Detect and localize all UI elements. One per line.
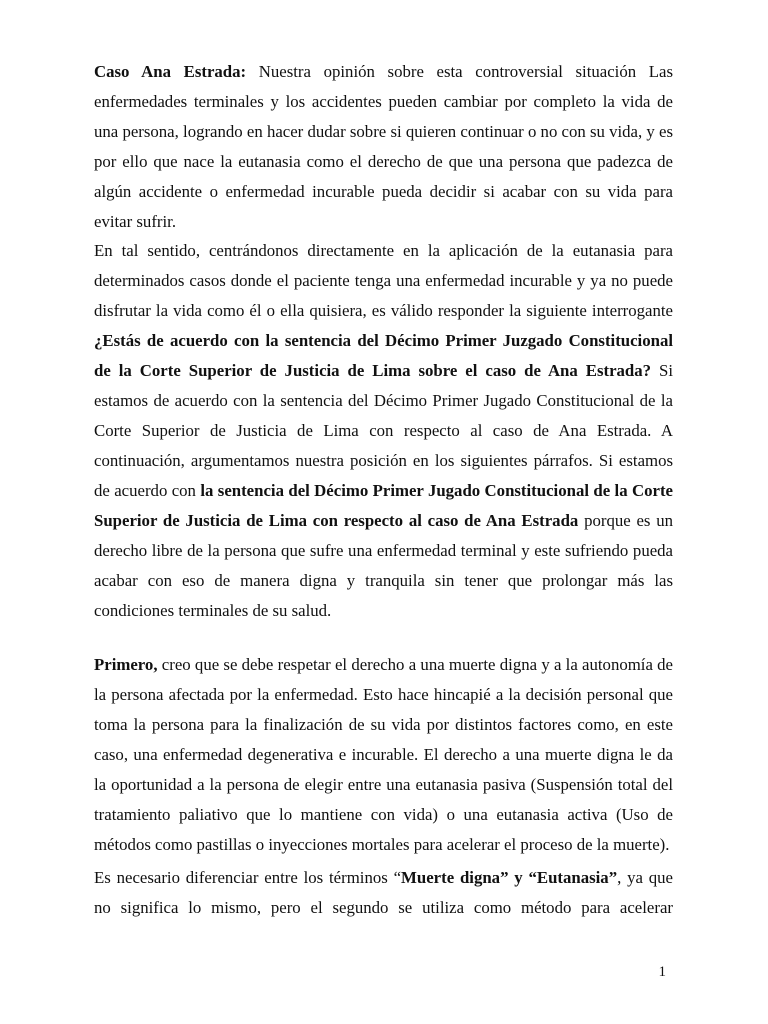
paragraph-first-argument <box>94 650 673 860</box>
position-text-1: En tal sentido, centrándonos directamente en la aplicación de la eutanasia para determinados casos donde el paciente tenga una enfermedad incurable y ya no puede disfrutar la vida como él o ella quisiera, es válido responder la siguiente interrogante <box>94 241 673 320</box>
paragraph-terms <box>94 863 673 923</box>
case-title: Caso Ana Estrada: <box>94 62 247 81</box>
paragraph-position <box>94 236 673 626</box>
terms-text-1: Es necesario diferenciar entre los términos “ <box>94 868 402 887</box>
terms-text-2: , ya que no significa lo mismo, pero el segundo se utiliza como método para acelerar <box>94 868 673 917</box>
first-argument-text: creo que se debe respetar el derecho a una muerte digna y a la autonomía de la persona afectada por la enfermedad. Esto hace hincapié a la decisión personal que toma la persona para la finalización de su vida por distintos factores como, en este caso, una enfermedad degenerativa e incurable. El derecho a una muerte digna le da la oportunidad a la persona de elegir entre una eutanasia pasiva (Suspensión total del tratamiento paliativo que lo mantiene con vida) o una eutanasia activa (Uso de métodos como pastillas o inyecciones mortales para acelerar el proceso de la muerte). <box>94 655 673 854</box>
first-label: Primero, <box>94 655 158 674</box>
intro-text: Nuestra opinión sobre esta controversial situación Las enfermedades terminales y los accidentes pueden cambiar por completo la vida de una persona, logrando en hacer dudar sobre si quieren continuar o no con su vida, y es por ello que nace la eutanasia como el derecho de que una persona que padezca de algún accidente o enfermedad incurable pueda decidir si acabar con su vida para evitar sufrir. <box>94 62 673 231</box>
position-text-3: porque es un derecho libre de la persona que sufre una enfermedad terminal y este sufriendo pueda acabar con eso de manera digna y tranquila sin tener que prolongar más las condiciones terminales de su salud. <box>94 511 673 620</box>
question-bold: ¿Estás de acuerdo con la sentencia del Décimo Primer Juzgado Constitucional de la Corte Superior de Justicia de Lima sobre el caso de Ana Estrada? <box>94 331 673 380</box>
position-text-2: Si estamos de acuerdo con la sentencia del Décimo Primer Jugado Constitucional de la Corte Superior de Justicia de Lima con respecto al caso de Ana Estrada. A continuación, argumentamos nuestra posición en los siguientes párrafos. Si estamos de acuerdo con <box>94 361 673 500</box>
terms-bold: Muerte digna” y “Eutanasia” <box>401 868 618 887</box>
page-number: 1 <box>658 964 666 980</box>
paragraph-intro <box>94 57 673 237</box>
sentence-bold: la sentencia del Décimo Primer Jugado Constitucional de la Corte Superior de Justicia de Lima con respecto al caso de Ana Estrada <box>94 481 673 530</box>
